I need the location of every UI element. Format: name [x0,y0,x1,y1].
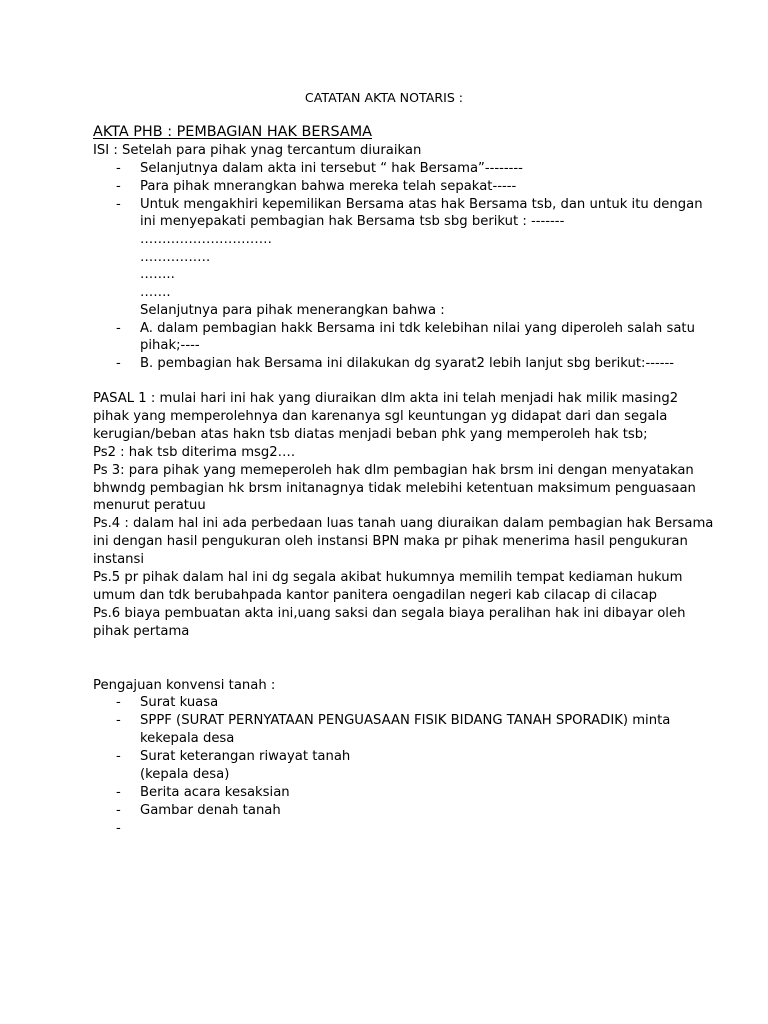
dotted-placeholder: ………………………… [140,232,272,247]
pengajuan-item: Berita acara kesaksian [140,785,290,800]
isi-item-continuation: ini menyepakati pembagian hak Bersama tsb sbg berikut : ------- [140,214,565,229]
pasal-line: pihak pertama [93,624,190,639]
sub-item: B. pembagian hak Bersama ini dilakukan dg syarat2 lebih lanjut sbg berikut:------ [140,356,675,371]
bullet-dash: - [116,695,121,710]
isi-intro: ISI : Setelah para pihak ynag tercantum diuraikan [93,143,422,158]
pengajuan-item: SPPF (SURAT PERNYATAAN PENGUASAAN FISIK BIDANG TANAH SPORADIK) minta [140,713,671,728]
dotted-placeholder: ……. [140,285,171,300]
bullet-dash: - [116,713,121,728]
pasal-line: Ps2 : hak tsb diterima msg2…. [93,445,296,460]
bullet-dash: - [116,356,121,371]
pengajuan-item: Surat keterangan riwayat tanah [140,749,351,764]
pasal-line: Ps 3: para pihak yang memeperoleh hak dlm pembagian hak brsm ini dengan menyatakan [93,463,694,478]
isi-item: Selanjutnya dalam akta ini tersebut “ hak Bersama”-------- [140,161,523,176]
sub-item-continuation: pihak;---- [140,338,200,353]
sub-item: A. dalam pembagian hakk Bersama ini tdk kelebihan nilai yang diperoleh salah satu [140,321,695,336]
bullet-dash: - [116,749,121,764]
pasal-line: menurut peratuu [93,498,206,513]
pengajuan-heading: Pengajuan konvensi tanah : [93,678,276,693]
pasal-line: Ps.4 : dalam hal ini ada perbedaan luas tanah uang diuraikan dalam pembagian hak Bersama [93,516,714,531]
document-title: CATATAN AKTA NOTARIS : [304,90,464,105]
dotted-placeholder: …….. [140,267,175,282]
pasal-line: Ps.6 biaya pembuatan akta ini,uang saksi dan segala biaya peralihan hak ini dibayar oleh [93,606,686,621]
pasal-line: PASAL 1 : mulai hari ini hak yang diuraikan dlm akta ini telah menjadi hak milik masing2 [93,391,679,406]
pengajuan-item-continuation: kekepala desa [140,731,235,746]
pasal-line: pihak yang memperolehnya dan karenanya sgl keuntungan yg didapat dari dan segala [93,409,668,424]
pengajuan-item-continuation: (kepala desa) [140,767,230,782]
pasal-line: bhwndg pembagian hk brsm initanagnya tidak melebihi ketentuan maksimum penguasaan [93,481,696,496]
pasal-line: umum dan tdk berubahpada kantor panitera oengadilan negeri kab cilacap di cilacap [93,588,658,603]
pasal-line: instansi [93,552,145,567]
akta-heading: AKTA PHB : PEMBAGIAN HAK BERSAMA [93,124,372,140]
bullet-dash: - [116,197,121,212]
pengajuan-item: Surat kuasa [140,695,219,710]
isi-item: Para pihak mnerangkan bahwa mereka telah sepakat----- [140,179,517,194]
isi-item: Untuk mengakhiri kepemilikan Bersama atas hak Bersama tsb, dan untuk itu dengan [140,197,703,212]
bullet-dash: - [116,785,121,800]
bullet-dash: - [116,179,121,194]
isi-follow-text: Selanjutnya para pihak menerangkan bahwa : [140,303,445,318]
pasal-line: Ps.5 pr pihak dalam hal ini dg segala akibat hukumnya memilih tempat kediaman hukum [93,570,683,585]
pasal-line: kerugian/beban atas hakn tsb diatas menjadi beban phk yang memperoleh hak tsb; [93,427,648,442]
pasal-line: ini dengan hasil pengukuran oleh instansi BPN maka pr pihak menerima hasil pengukuran [93,534,688,549]
bullet-dash: - [116,803,121,818]
bullet-dash: - [116,821,121,836]
bullet-dash: - [116,161,121,176]
bullet-dash: - [116,321,121,336]
dotted-placeholder: ……………. [140,250,211,265]
pengajuan-item: Gambar denah tanah [140,803,281,818]
